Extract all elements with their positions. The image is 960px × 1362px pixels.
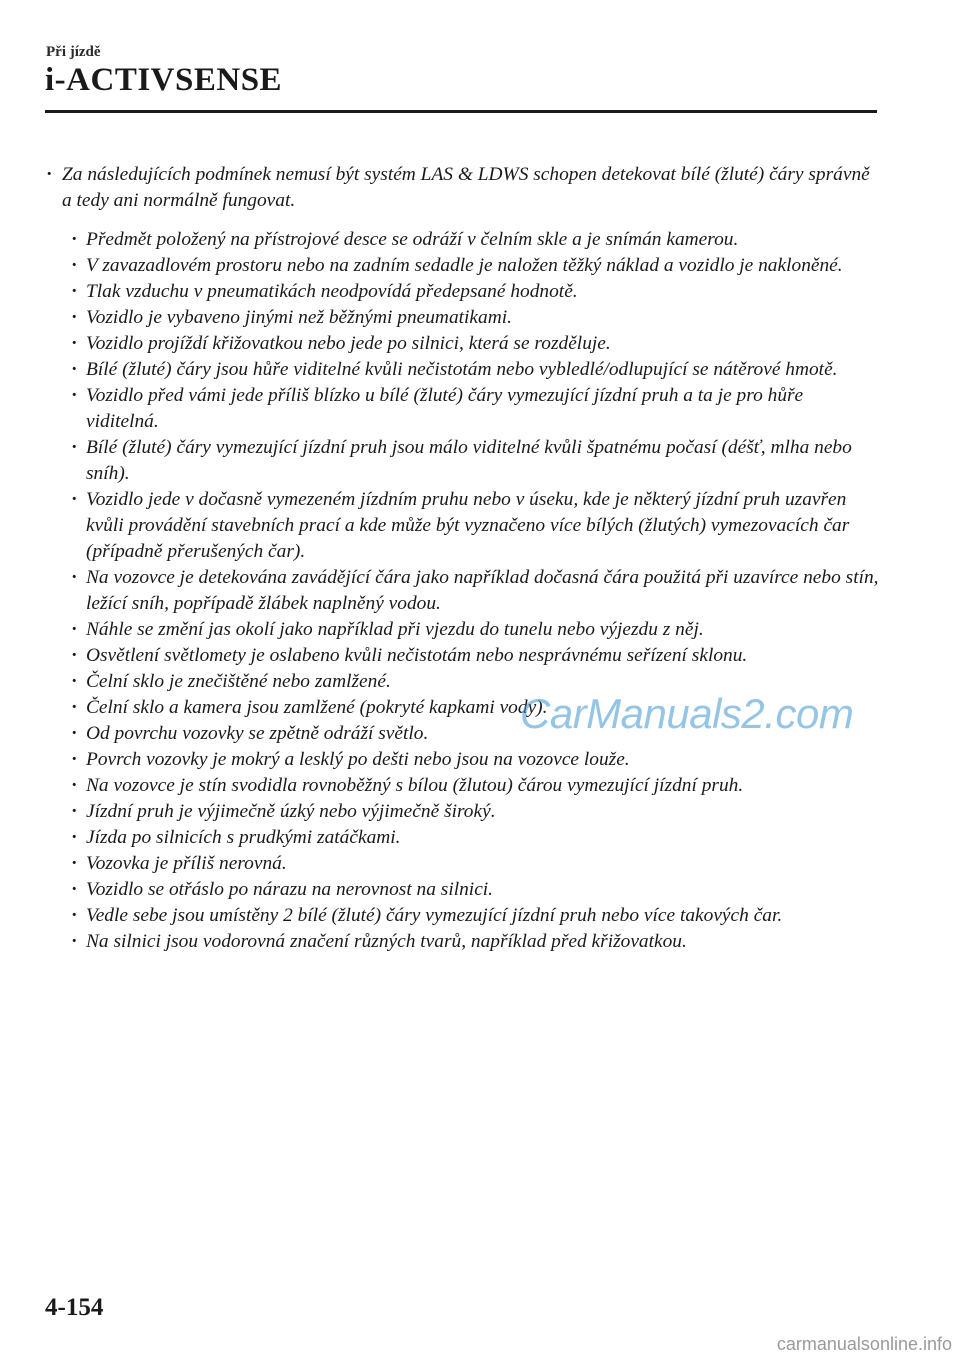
condition-item: · Čelní sklo je znečištěné nebo zamlžené. <box>70 669 880 695</box>
main-bullet: · Za následujících podmínek nemusí být systém LAS & LDWS schopen detekovat bílé (žluté) čáry správně a tedy ani normálně fungovat. <box>45 162 880 214</box>
condition-item: · V zavazadlovém prostoru nebo na zadním sedadle je naložen těžký náklad a vozidlo je nakloněné. <box>70 253 880 279</box>
condition-item: · Na vozovce je detekována zavádějící čára jako například dočasná čára použitá při uzavírce nebo stín, ležící sníh, popřípadě žlábek naplněný vodou. <box>70 565 880 617</box>
condition-item: · Na silnici jsou vodorovná značení různých tvarů, například před křižovatkou. <box>70 929 880 955</box>
condition-item: · Bílé (žluté) čáry jsou hůře viditelné kvůli nečistotám nebo vybledlé/odlupující se nátěrové hmotě. <box>70 357 880 383</box>
header-rule <box>45 110 877 113</box>
condition-item: · Vozidlo jede v dočasně vymezeném jízdním pruhu nebo v úseku, kde je některý jízdní pruh uzavřen kvůli provádění stavebních prací a kde může být vyznačeno více bílých (žlutých) vymezovacích čar (případně přerušených čar). <box>70 487 880 565</box>
watermark: CarManuals2.com <box>520 690 854 737</box>
condition-item: · Osvětlení světlomety je oslabeno kvůli nečistotám nebo nesprávnému seřízení sklonu. <box>70 643 880 669</box>
manual-content <box>45 162 880 955</box>
condition-item: · Bílé (žluté) čáry vymezující jízdní pruh jsou málo viditelné kvůli špatnému počasí (déšť, mlha nebo sníh). <box>70 435 880 487</box>
page-title: i-ACTIVSENSE <box>45 62 283 98</box>
condition-item: · Tlak vzduchu v pneumatikách neodpovídá předepsané hodnotě. <box>70 279 880 305</box>
condition-item: · Předmět položený na přístrojové desce se odráží v čelním skle a je snímán kamerou. <box>70 227 880 253</box>
condition-item: · Od povrchu vozovky se zpětně odráží světlo. <box>70 721 880 747</box>
condition-item: · Vozovka je příliš nerovná. <box>70 851 880 877</box>
section-label: Při jízdě <box>46 44 101 60</box>
condition-item: · Vedle sebe jsou umístěny 2 bílé (žluté) čáry vymezující jízdní pruh nebo více takových čar. <box>70 903 880 929</box>
conditions-list <box>70 227 880 955</box>
condition-item: · Jízda po silnicích s prudkými zatáčkami. <box>70 825 880 851</box>
condition-item: · Vozidlo projíždí křižovatkou nebo jede po silnici, která se rozděluje. <box>70 331 880 357</box>
condition-item: · Jízdní pruh je výjimečně úzký nebo výjimečně široký. <box>70 799 880 825</box>
condition-item: · Na vozovce je stín svodidla rovnoběžný s bílou (žlutou) čárou vymezující jízdní pruh. <box>70 773 880 799</box>
condition-item: · Povrch vozovky je mokrý a lesklý po dešti nebo jsou na vozovce louže. <box>70 747 880 773</box>
footer-site-link[interactable]: carmanualsonline.info <box>776 1334 952 1354</box>
condition-item: · Vozidlo je vybaveno jinými než běžnými pneumatikami. <box>70 305 880 331</box>
page-number: 4-154 <box>45 1294 104 1321</box>
condition-item: · Vozidlo před vámi jede příliš blízko u bílé (žluté) čáry vymezující jízdní pruh a ta je pro hůře viditelná. <box>70 383 880 435</box>
condition-item: · Náhle se změní jas okolí jako například při vjezdu do tunelu nebo výjezdu z něj. <box>70 617 880 643</box>
condition-item: · Vozidlo se otřáslo po nárazu na nerovnost na silnici. <box>70 877 880 903</box>
condition-item: · Čelní sklo a kamera jsou zamlžené (pokryté kapkami vody). <box>70 695 880 721</box>
